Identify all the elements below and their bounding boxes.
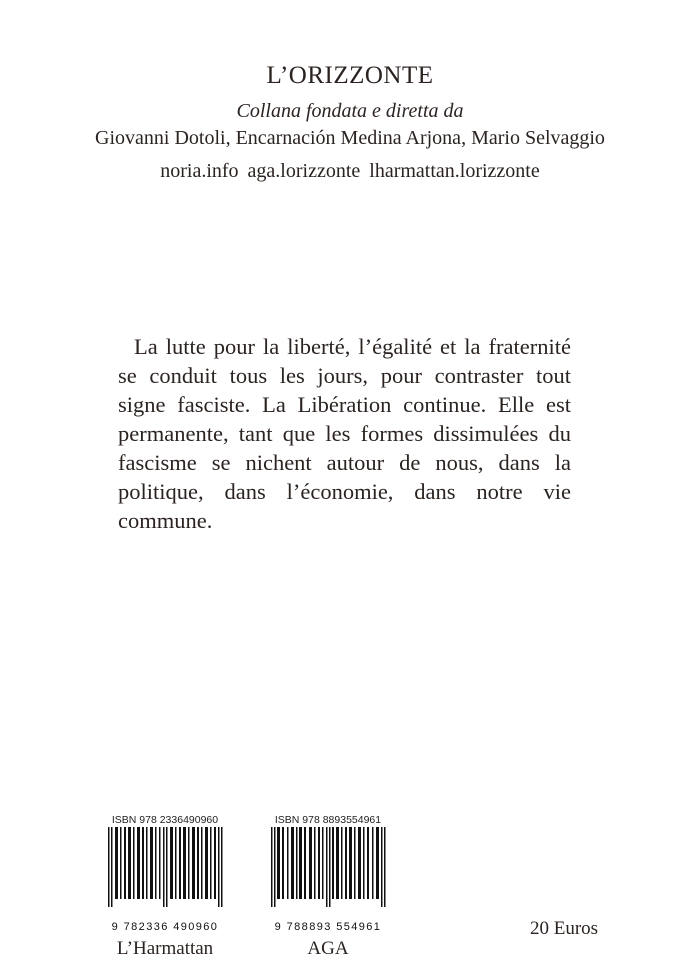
barcode-icon (106, 827, 224, 907)
barcode-block-harmattan (95, 813, 235, 959)
publisher-name: AGA (307, 938, 349, 959)
price: 20 Euros (530, 918, 599, 939)
publisher-name: L’Harmattan (116, 938, 214, 959)
isbn-label: ISBN 978 8893554961 (274, 814, 382, 826)
series-title: L’ORIZZONTE (266, 62, 434, 89)
link-noria: noria.info (160, 160, 239, 182)
isbn-label: ISBN 978 2336490960 (111, 814, 219, 826)
series-directors: Giovanni Dotoli, Encarnación Medina Arjona, Mario Selvaggio (95, 127, 605, 149)
barcode-icon (269, 827, 387, 907)
back-cover-blurb: La lutte pour la liberté, l’égalité et la fraternité se conduit tous les jours, pour contraster tout signe fasciste. La Libération continue. Elle est permanente, tant que les formes dissimulées du fascisme se nichent autour de nous, dans la politique, dans l’économie, dans notre vie commune. (118, 333, 571, 533)
barcode-digits: 9 782336 490960 (111, 921, 219, 933)
link-lharmattan: lharmattan.lorizzonte (369, 160, 540, 182)
barcode-digits: 9 788893 554961 (274, 921, 382, 933)
series-subtitle: Collana fondata e diretta da (236, 100, 464, 122)
barcode-block-aga (258, 813, 398, 959)
series-links (0, 160, 700, 183)
link-aga: aga.lorizzonte (247, 160, 361, 182)
